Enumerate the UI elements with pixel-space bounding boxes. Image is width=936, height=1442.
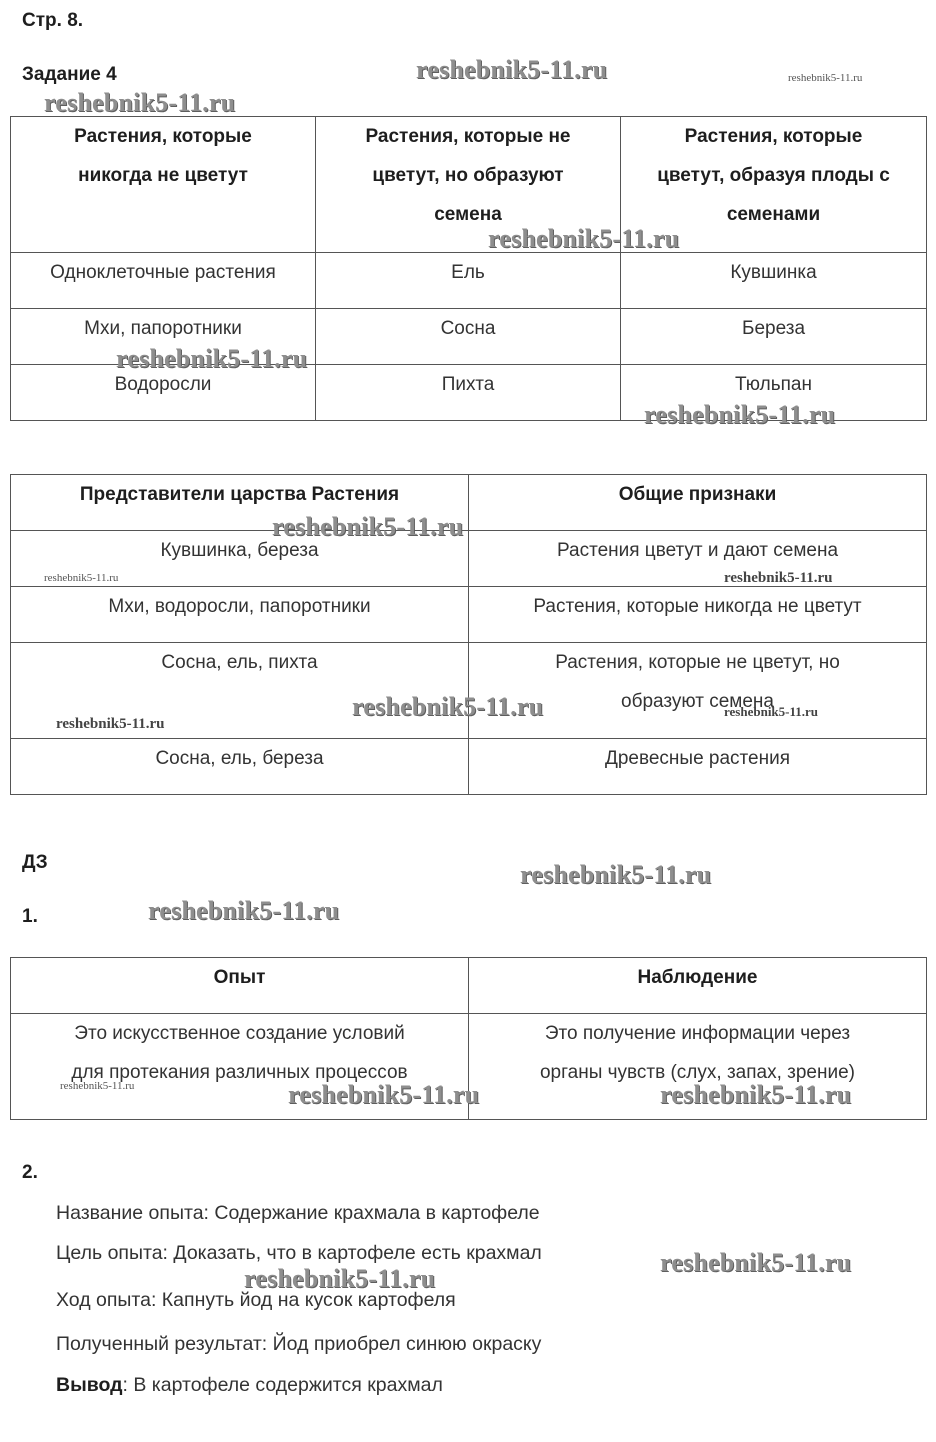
watermark-small: reshebnik5-11.ru: [44, 572, 119, 584]
table-row: [11, 587, 927, 643]
cell-line: для протекания различных процессов: [71, 1062, 408, 1083]
watermark: reshebnik5-11.ru: [44, 88, 236, 117]
watermark: reshebnik5-11.ru: [488, 224, 680, 253]
header-line: цветут, образуя плоды с: [657, 165, 890, 186]
cell-line: Это получение информации через: [544, 1023, 851, 1044]
table-cell: [11, 1014, 469, 1120]
table-cell: Тюльпан: [621, 365, 927, 421]
table-row: [11, 1014, 927, 1120]
page-number: Стр. 8.: [22, 10, 84, 31]
table-cell: [469, 643, 927, 739]
experiment-result: Полученный результат: Йод приобрел синюю окраску: [56, 1333, 542, 1355]
table-cell: Пихта: [316, 365, 621, 421]
table-cell: [469, 531, 927, 587]
table-cell: [11, 531, 469, 587]
dz-heading: ДЗ: [22, 852, 48, 873]
header-line: Растения, которые: [74, 126, 252, 147]
table-cell: [469, 1014, 927, 1120]
table-header-row: [11, 958, 927, 1014]
header-line: семенами: [726, 204, 821, 225]
experiment-goal: Цель опыта: Доказать, что в картофеле есть крахмал: [56, 1242, 542, 1264]
conclusion-label: Вывод: [56, 1374, 123, 1396]
header-line: цветут, но образуют: [372, 165, 564, 186]
header-never-bloom: [11, 117, 316, 253]
item1-label: 1.: [22, 906, 38, 927]
watermark: reshebnik5-11.ru: [416, 55, 608, 84]
conclusion-text: : В картофеле содержится крахмал: [122, 1374, 443, 1396]
header-line: семена: [434, 204, 502, 225]
watermark: reshebnik5-11.ru: [644, 400, 836, 429]
cell-line: Древесные растения: [604, 748, 791, 769]
header-observation: Наблюдение: [469, 958, 927, 1014]
table-cell: [11, 739, 469, 795]
item2-label: 2.: [22, 1162, 38, 1183]
cell-line: Сосна, ель, береза: [155, 748, 324, 769]
table-row: [11, 253, 927, 309]
table-cell: Одноклеточные растения: [11, 253, 316, 309]
experiment-name: Название опыта: Содержание крахмала в картофеле: [56, 1202, 540, 1224]
header-seeds-no-bloom: [316, 117, 621, 253]
watermark: reshebnik5-11.ru: [148, 896, 340, 925]
header-experiment: Опыт: [11, 958, 469, 1014]
cell-line: Мхи, водоросли, папоротники: [108, 596, 371, 617]
task4-heading: Задание 4: [22, 64, 117, 85]
table-cell: Сосна: [316, 309, 621, 365]
cell-line: Растения, которые никогда не цветут: [533, 596, 862, 617]
header-line: Растения, которые не: [365, 126, 571, 147]
header-bloom-fruits: [621, 117, 927, 253]
table-cell: [11, 587, 469, 643]
table-row: [11, 309, 927, 365]
header-line: Растения, которые: [684, 126, 863, 147]
cell-line: Растения цветут и дают семена: [556, 540, 839, 561]
table-row: [11, 739, 927, 795]
header-line: никогда не цветут: [78, 165, 248, 186]
cell-line: образуют семена: [621, 691, 774, 712]
cell-line: органы чувств (слух, запах, зрение): [539, 1062, 855, 1083]
table-header-row: [11, 117, 927, 253]
plants-classification-table: [10, 116, 927, 421]
table-cell: Водоросли: [11, 365, 316, 421]
watermark: reshebnik5-11.ru: [244, 1264, 436, 1293]
watermark-small: reshebnik5-11.ru: [724, 570, 833, 586]
watermark: reshebnik5-11.ru: [660, 1248, 852, 1277]
table-cell: Береза: [621, 309, 927, 365]
table-cell: Ель: [316, 253, 621, 309]
watermark-small: reshebnik5-11.ru: [56, 716, 165, 732]
watermark: reshebnik5-11.ru: [288, 1080, 480, 1109]
experiment-conclusion: [56, 1374, 443, 1397]
table-row: [11, 365, 927, 421]
table-cell: Кувшинка: [621, 253, 927, 309]
header-representatives: Представители царства Растения: [11, 475, 469, 531]
experiment-observation-table: [10, 957, 927, 1120]
cell-line: Сосна, ель, пихта: [161, 652, 318, 673]
watermark: reshebnik5-11.ru: [520, 860, 712, 889]
cell-line: Кувшинка, береза: [160, 540, 319, 561]
table-cell: [469, 587, 927, 643]
cell-line: Растения, которые не цветут, но: [555, 652, 840, 673]
table-row: [11, 531, 927, 587]
header-common-features: Общие признаки: [469, 475, 927, 531]
watermark-small: reshebnik5-11.ru: [788, 72, 863, 84]
table-cell: [11, 643, 469, 739]
watermark: reshebnik5-11.ru: [116, 344, 308, 373]
watermark: reshebnik5-11.ru: [352, 692, 544, 721]
experiment-procedure: Ход опыта: Капнуть йод на кусок картофеля: [56, 1289, 456, 1311]
table-cell: Мхи, папоротники: [11, 309, 316, 365]
watermark-small: reshebnik5-11.ru: [60, 1080, 135, 1092]
cell-line: Это искусственное создание условий: [74, 1023, 405, 1044]
watermark: reshebnik5-11.ru: [272, 512, 464, 541]
table-header-row: [11, 475, 927, 531]
table-row: [11, 643, 927, 739]
plant-kingdom-features-table: [10, 474, 927, 795]
table-cell: [469, 739, 927, 795]
watermark: reshebnik5-11.ru: [660, 1080, 852, 1109]
watermark-small: reshebnik5-11.ru: [724, 704, 819, 719]
